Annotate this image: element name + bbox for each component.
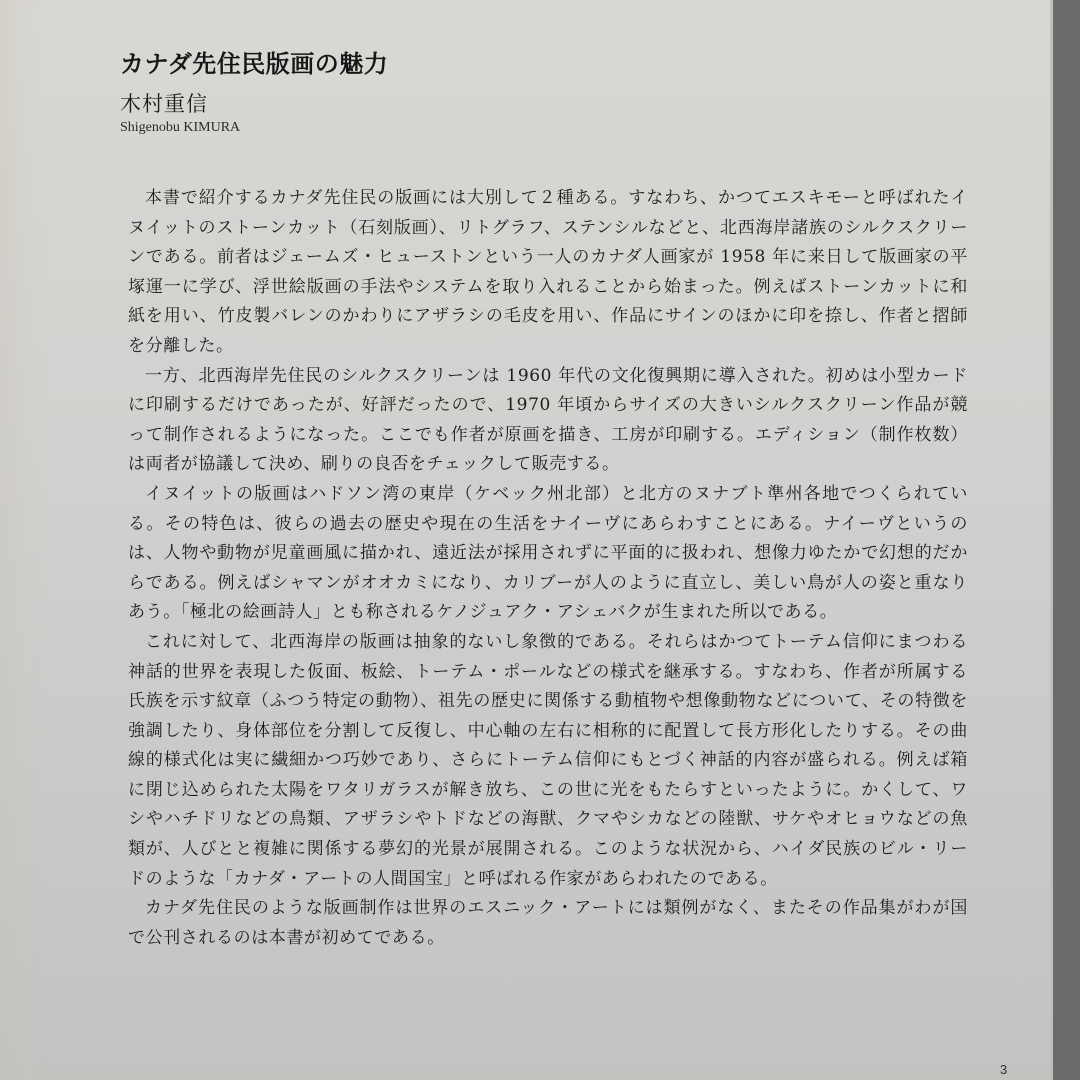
- article-title: カナダ先住民版画の魅力: [120, 49, 389, 79]
- paragraph-3: イヌイットの版画はハドソン湾の東岸（ケベック州北部）と北方のヌナブト準州各地でつくられている。その特色は、彼らの過去の歴史や現在の生活をナイーヴにあらわすことにある。ナイーヴというのは、人物や動物が児童画風に描かれ、遠近法が採用されずに平面的に扱われ、想像力ゆたかで幻想的だからである。例えばシャマンがオオカミになり、カリブーが人のように直立し、美しい鳥が人の姿と重なりあう。「極北の絵画詩人」とも称されるケノジュアク・アシェバクが生まれた所以である。: [128, 483, 968, 623]
- paragraph-4: これに対して、北西海岸の版画は抽象的ないし象徴的である。それらはかつてトーテム信仰にまつわる神話的世界を表現した仮面、板絵、トーテム・ポールなどの様式を継承する。すなわち、作者が所属する氏族を示す紋章（ふつう特定の動物）、祖先の歴史に関係する動植物や想像動物などについて、その特徴を強調したり、身体部位を分割して反復し、中心軸の左右に相称的に配置して長方形化したりする。その曲線的様式化は実に繊細かつ巧妙であり、さらにトーテム信仰にもとづく神話的内容が盛られる。例えば箱に閉じ込められた太陽をワタリガラスが解き放ち、この世に光をもたらすといったように。かくして、ワシやハチドリなどの鳥類、アザラシやトドなどの海獣、クマやシカなどの陸獣、サケやオヒョウなどの魚類が、人びとと複雑に関係する夢幻的光景が展開される。このような状況から、ハイダ民族のビル・リードのような「カナダ・アートの人間国宝」と呼ばれる作家があらわれたのである。: [128, 631, 968, 889]
- page-number: 3: [1000, 1062, 1008, 1077]
- author-name-japanese: 木村重信: [120, 92, 208, 116]
- paragraph-5: カナダ先住民のような版画制作は世界のエスニック・アートには類例がなく、またその作品集がわが国で公刊されるのは本書が初めてである。: [128, 898, 968, 948]
- article-body: [128, 184, 968, 953]
- author-name-english: Shigenobu KIMURA: [120, 120, 241, 135]
- paragraph-2: 一方、北西海岸先住民のシルクスクリーンは 1960 年代の文化復興期に導入された。初めは小型カードに印刷するだけであったが、好評だったので、1970 年頃からサイズの大きいシルクスクリーン作品が競って制作されるようになった。ここでも作者が原画を描き、工房が印刷する。エディション（制作枚数）は両者が協議して決め、刷りの良否をチェックして販売する。: [128, 365, 968, 475]
- paragraph-1: 本書で紹介するカナダ先住民の版画には大別して２種ある。すなわち、かつてエスキモーと呼ばれたイヌイットのストーンカット（石刻版画）、リトグラフ、ステンシルなどと、北西海岸諸族のシルクスクリーンである。前者はジェームズ・ヒューストンという一人のカナダ人画家が 1958 年に来日して版画家の平塚運一に学び、浮世絵版画の手法やシステムを取り入れることから始まった。例えばストーンカットに和紙を用い、竹皮製バレンのかわりにアザラシの毛皮を用い、作品にサインのほかに印を捺し、作者と摺師を分離した。: [128, 188, 968, 356]
